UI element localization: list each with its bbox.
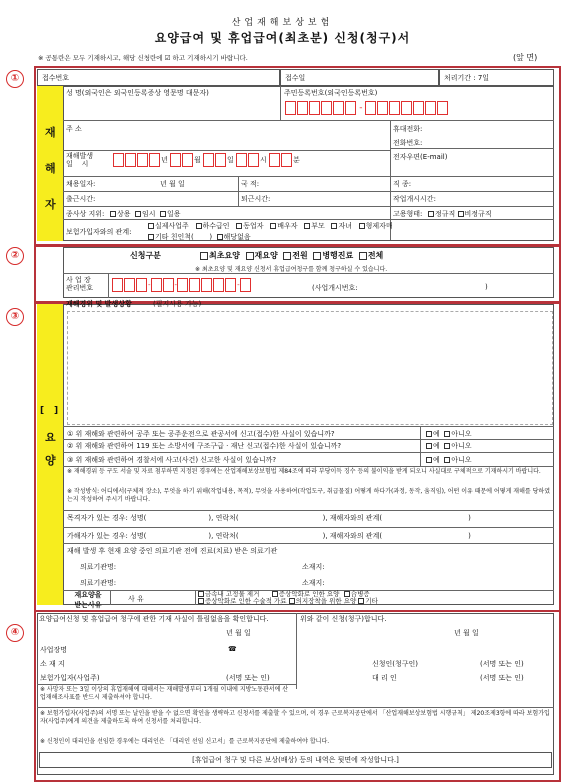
hire-date-ymd: 년 월 일 <box>160 180 185 188</box>
accident-desc-note: (필지사용 가능) <box>153 300 202 308</box>
question-3: ③ 위 재해와 관련하여 경찰서에 사고(사건) 신고한 사실이 있습니까? <box>67 456 277 464</box>
employ-type-label: 고용형태: <box>393 210 423 218</box>
side-char-1: 재 <box>45 126 56 139</box>
section-badge-2: ② <box>6 247 24 265</box>
applicant-sign[interactable]: (서명 또는 인) <box>480 660 524 668</box>
mobile-label: 휴대전화: <box>393 125 423 133</box>
owner-confirm-text: 요양급여신청 및 휴업급여 청구에 관한 기재 사실이 틀림없음을 확인합니다. <box>39 615 269 623</box>
phone-label: 전화번호: <box>393 139 423 147</box>
receipt-date-label: 접수일 <box>285 74 306 82</box>
agent-label: 대 리 인 <box>372 674 397 682</box>
re-care-reason-label: 재요양을 받는사유 <box>74 591 102 609</box>
status-label: 종사상 지위: <box>66 210 105 218</box>
care-side-label: [ ] 요 양 <box>37 304 63 605</box>
status-options[interactable]: 상용 임시 일용 <box>110 209 181 219</box>
applicant-label: 신청인(청구인) <box>372 660 419 668</box>
reason-label: 사 유 <box>128 595 144 603</box>
accident-desc-field[interactable] <box>67 311 553 425</box>
accident-desc-title: 재해경위 및 발생상황 <box>66 300 132 308</box>
site-start-close: ) <box>485 283 488 291</box>
prior-loc-label: 소재지: <box>302 563 325 571</box>
owner-label: 보험가입자(사업주) <box>40 674 100 682</box>
application-type-options[interactable]: 최초요양 재요양 전원 병행진료 전체 <box>200 250 383 261</box>
question-2: ② 위 재해와 관련하여 119 또는 소방서에 구조구급 · 재난 신고(접수)한 사실이 있습니까? <box>67 442 342 450</box>
rrn-label: 주민등록번호(외국인등록번호) <box>284 89 378 97</box>
prior-loc-label-2: 소재지: <box>302 579 325 587</box>
nationality-label: 국 적: <box>241 180 260 188</box>
email-label: 전자우편(E-mail) <box>393 153 448 161</box>
period-label: 처리기간 : 7일 <box>444 74 490 82</box>
accident-note-1: ※ 재해경위 등 구도 서술 및 자료 첨부하면 지정된 경우에는 산업재해보상보험법 제84조에 따라 부당이득 징수 등의 불이익을 받게 되오니 사실대로 구체적으로 기재하시기 바랍니다. <box>67 468 541 475</box>
employ-type-options[interactable]: 정규직 비정규직 <box>428 209 492 219</box>
work-in-label: 출근시간: <box>66 195 96 203</box>
site-start-label: (사업개시번호: <box>312 284 358 292</box>
q3-options[interactable]: 예 아니오 <box>426 455 472 465</box>
form-agency: 산업재해보상보험 <box>231 18 334 28</box>
form-title: 요양급여 및 휴업급여(최초분) 신청(청구)서 <box>154 31 411 45</box>
application-type-note: ※ 최초요양 및 재요양 신청서 휴업급여청구를 함께 청구하실 수 있습니다. <box>195 266 388 273</box>
note-report: ※ 사망자 또는 3일 이상의 휴업재해에 대해서는 재해발생부터 1개월 이내에 지방노동관서에 산업재해조사표를 반드시 제출하셔야 합니다. <box>40 686 289 701</box>
biz-location-label: 소 재 지 <box>40 660 65 668</box>
section-badge-3: ③ <box>6 308 24 326</box>
period-cell <box>439 69 554 86</box>
victim-side-label <box>37 86 63 241</box>
biz-name-label: 사업장명 <box>40 646 68 654</box>
prior-hosp-label: 의료기관명: <box>80 563 117 571</box>
relation-label: 보험가입자와의 관계: <box>66 228 132 236</box>
q2-options[interactable]: 예 아니오 <box>426 441 472 451</box>
perpetrator-row[interactable]: 가해자가 있는 경우: 성명( ), 연락처( ), 재해자와의 관계( ) <box>67 532 471 540</box>
footer-note: [휴업급여 청구 및 다른 보상(배상) 등의 내역은 뒷면에 작성합니다.] <box>39 752 552 768</box>
section-badge-1: ① <box>6 70 24 88</box>
note-agent: ※ 신청인이 대리인을 선임한 경우에는 대리인은 「대리인 선임 신고서」를 근로복지공단에 제출하여야 합니다. <box>40 738 330 745</box>
relation-options[interactable]: 실제사업주 하수급인 동업자 배우자 부모 자녀 형제자매 기타 친인척( ) 해당없음 <box>148 221 552 243</box>
question-1: ① 위 재해와 관련하여 공주 또는 공주운전으로 관공서에 신고(접수)한 사실이 있습니까? <box>67 430 335 438</box>
accident-datetime-label: 재해발생 일 시 <box>66 152 94 168</box>
re-care-reason-options[interactable]: 금속내 고정물 제거 증상악화로 인한 요양 合병증 증상악화로 인한 수술적 가료 의지장착을 위한 요양 기타 <box>198 591 552 605</box>
side-char-2: 해 <box>45 162 56 175</box>
name-label: 성 명(외국인은 외국인등록증상 영문명 대문자) <box>66 89 209 97</box>
rrn-boxes[interactable]: - <box>285 101 449 115</box>
address-label: 주 소 <box>66 125 82 133</box>
prior-care-label: 재해 발생 후 현재 요양 중인 의료기관 전에 진료(치료) 받은 의료기관 <box>67 547 278 555</box>
site-id-boxes[interactable]: - - - <box>112 278 252 292</box>
side-char-3: 자 <box>45 198 56 211</box>
apply-text: 위와 같이 신청(청구)합니다. <box>300 615 387 623</box>
accident-datetime-boxes[interactable]: 년 월 일 시 분 <box>113 153 300 167</box>
witness-row[interactable]: 목격자가 있는 경우: 성명( ), 연락처( ), 재해자와의 관계( ) <box>67 514 471 522</box>
prior-hosp-label-2: 의료기관명: <box>80 579 117 587</box>
apply-date: 년 월 일 <box>454 629 479 637</box>
application-type-label: 신청구분 <box>130 251 161 260</box>
form-note: ※ 공통란은 모두 기재하시고, 해당 신청란에 ☑ 하고 기재하시기 바랍니다. <box>38 54 248 62</box>
receipt-date-cell <box>280 69 439 86</box>
agent-sign[interactable]: (서명 또는 인) <box>480 674 524 682</box>
site-id-label: 사 업 장 관리번호 <box>66 276 94 292</box>
owner-sign[interactable]: (서명 또는 인) <box>226 674 270 682</box>
accident-note-2: ※ 작성방식: 어디에서(구체적 장소), 무엇을 하기 위해(작업내용, 목적), 무엇을 사용하여(작업도구, 취급물질) 어떻게 하다가(과정, 동작, 움직임), 어떤 이유 때문에 어떻게 재해를 당하였는지 작성하여 주시기 바랍니다. <box>67 488 550 503</box>
note-owner-sign: ※ 보험가입자(사업주)의 서명 또는 날인을 받을 수 없으면 확인을 생략하고 신청서를 제출할 수 있으며, 이 경우 근로복지공단에서 「산업재해보상보험법 시행규칙」 제20조제3항에 따라 보험가입자(사업주)에게 의견을 제출하도록 하여 신청서를 처리합니다. <box>40 710 550 725</box>
receipt-no-label: 접수번호 <box>42 74 70 82</box>
start-time-label: 작업개시시간: <box>393 195 436 203</box>
q1-options[interactable]: 예 아니오 <box>426 429 472 439</box>
section-badge-4: ④ <box>6 624 24 642</box>
confirm-date: 년 월 일 <box>226 629 251 637</box>
job-label: 직 종: <box>393 180 412 188</box>
receipt-no-cell <box>37 69 280 86</box>
hire-date-label: 채용일자: <box>66 180 96 188</box>
phone-icon: ☎ <box>228 645 237 653</box>
work-out-label: 퇴근시간: <box>241 195 271 203</box>
page-side: (앞 면) <box>513 53 538 62</box>
